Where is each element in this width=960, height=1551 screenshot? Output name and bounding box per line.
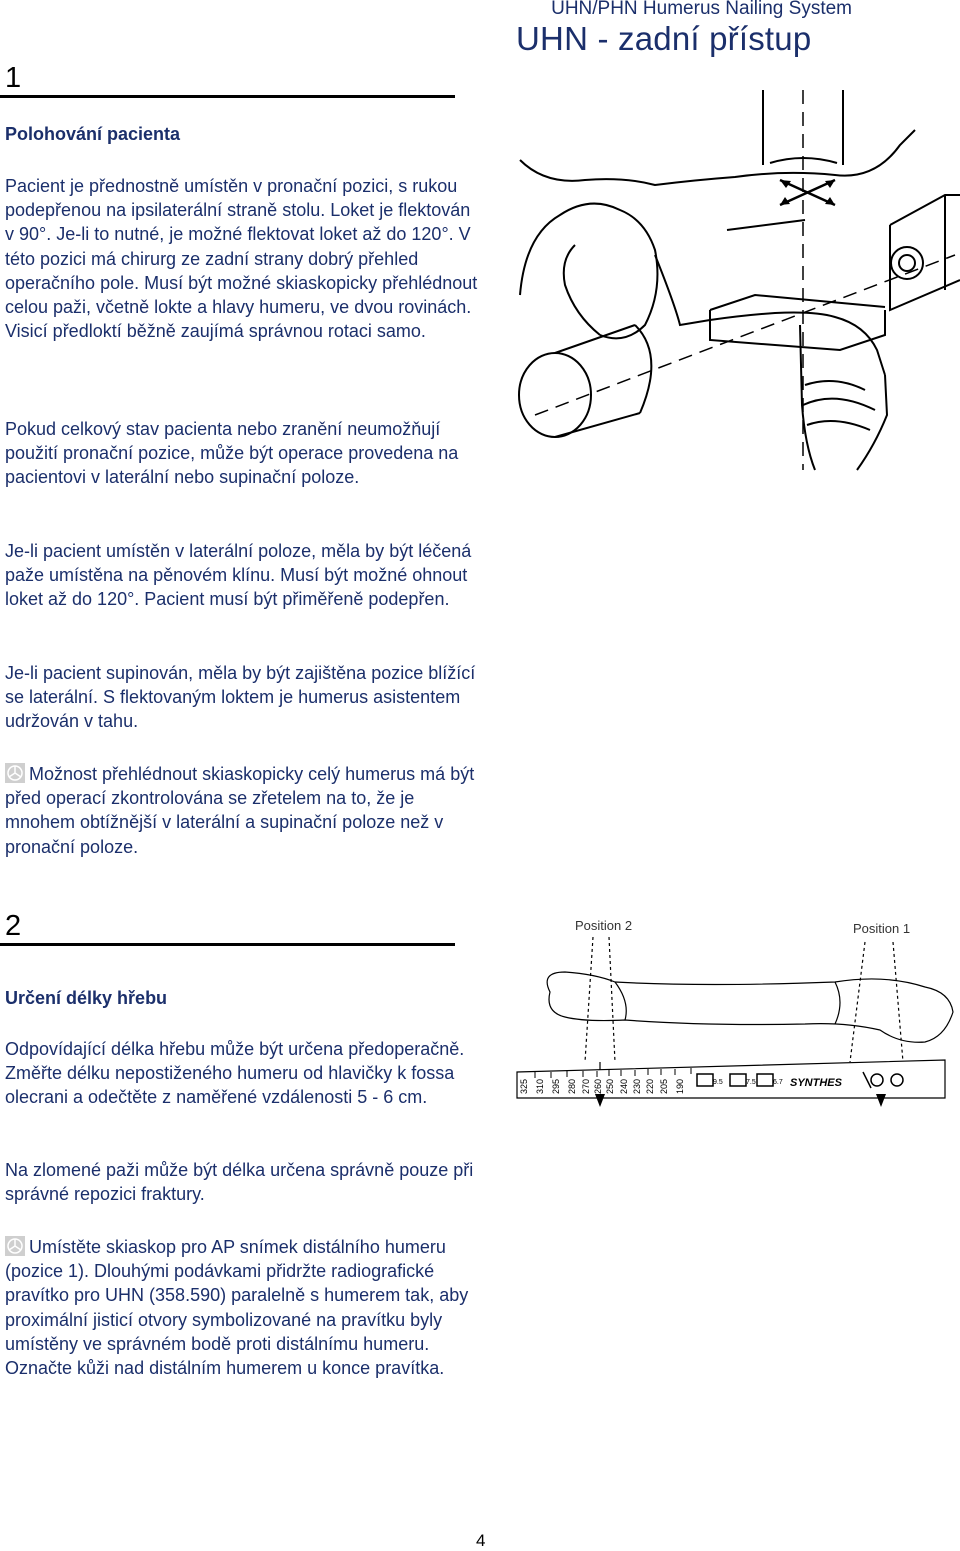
step-1-paragraph-1 [5, 174, 483, 343]
step-2-paragraph-2 [5, 1158, 483, 1206]
step-1-text-3: Je-li pacient umístěn v laterální poloze, měla by být léčená paže umístěna na pěnovém klínu. Musí být možné ohnout loket až do 120°. Pacient musí být přiměřeně podepřen. [5, 541, 472, 610]
patient-positioning-illustration [505, 85, 960, 475]
radiographic-ruler [517, 1060, 945, 1098]
step-1-text-4: Je-li pacient supinován, měla by být zajištěna pozice blížící se laterální. S flektovaným loktem je humerus asistentem udržován v tahu. [5, 663, 476, 732]
step-2-note-text-wrap [5, 1235, 475, 1380]
page-number: 4 [476, 1531, 486, 1550]
step-2-text-1: Odpovídající délka hřebu může být určena předoperačně. Změřte délku nepostiženého humeru od hlavičky k fossa olecrani a odečtěte z naměřené vzdálenosti 5 - 6 cm. [5, 1039, 465, 1108]
ruler-diameter: 7.5 [746, 1079, 756, 1086]
step-2-rule [0, 943, 455, 946]
step-1-rule [0, 95, 455, 98]
ruler-diameter: 9.5 [713, 1079, 723, 1086]
ruler-number: 295 [551, 1078, 561, 1094]
ruler-number: 260 [593, 1078, 603, 1094]
ruler-diameter: 6.7 [773, 1079, 783, 1086]
step-1-note-text: Možnost přehlédnout skiaskopicky celý humerus má být před operací zkontrolována se zřetelem na to, že je mnohem obtížnější v laterální a supinační poloze než v pronační poloze. [5, 764, 475, 857]
ruler-number: 280 [567, 1078, 577, 1094]
ruler-number: 220 [645, 1078, 655, 1094]
step-1-paragraph-2 [5, 417, 483, 490]
step-2-note-text: Umístěte skiaskop pro AP snímek distálního humeru (pozice 1). Dlouhými podávkami přidržte radiografické pravítko pro UHN (358.590) paralelně s humerem tak, aby proximální jisticí otvory symbolizované na pravítku byly umístěny ve správném bodě proti distálnímu humeru. Označte kůži nad distálním humerem u konce pravítka. [5, 1237, 469, 1379]
position-2-label: Position 2 [575, 918, 633, 933]
ruler-numbers [519, 1079, 685, 1094]
step-1-paragraph-3 [5, 539, 483, 612]
header-subtitle: UHN/PHN Humerus Nailing System [551, 0, 852, 19]
ruler-number: 325 [519, 1078, 529, 1094]
ruler-measurement-illustration [505, 912, 960, 1132]
step-2-note [5, 1235, 475, 1380]
ruler-number: 190 [675, 1078, 685, 1094]
ruler-brand: SYNTHES [790, 1077, 842, 1089]
step-1-number: 1 [5, 62, 22, 94]
ruler-number: 270 [581, 1078, 591, 1094]
fluoroscopy-icon [5, 1236, 25, 1256]
step-1-text-1: Pacient je přednostně umístěn v pronační pozici, s rukou podepřenou na ipsilaterální straně stolu. Loket je flektován v 90°. Je-li to nutné, je možné flektovat loket až do 120°. V této pozici má chirurg ze zadní strany dobrý přehled operačního pole. Musí být možné skiaskopicky přehlédnout celou paži, včetně lokte a hlavy humeru, ve dvou rovinách. Visicí předloktí běžně zaujímá správnou rotaci samo. [5, 176, 478, 342]
step-1-text-2: Pokud celkový stav pacienta nebo zranění neumožňují použití pronační pozice, může být operace provedena na pacientovi v laterální nebo supinační poloze. [5, 419, 459, 488]
fluoroscopy-icon [5, 763, 25, 783]
step-2-text-2: Na zlomené paži může být délka určena správně pouze při správné repozici fraktury. [5, 1160, 474, 1205]
step-1-paragraph-4 [5, 661, 483, 734]
step-2-paragraph-1 [5, 1037, 483, 1110]
step-1-note-text-wrap [5, 762, 475, 859]
page-title: UHN - zadní přístup [516, 20, 812, 57]
ruler-number: 230 [632, 1078, 642, 1094]
ruler-number: 240 [619, 1078, 629, 1094]
step-1-heading: Polohování pacienta [5, 124, 181, 144]
ruler-number: 250 [605, 1078, 615, 1094]
position-1-label: Position 1 [853, 921, 911, 936]
step-2-heading: Určení délky hřebu [5, 988, 168, 1008]
step-2-number: 2 [5, 910, 22, 942]
ruler-number: 205 [659, 1078, 669, 1094]
ruler-number: 310 [535, 1078, 545, 1094]
step-1-note [5, 762, 475, 859]
